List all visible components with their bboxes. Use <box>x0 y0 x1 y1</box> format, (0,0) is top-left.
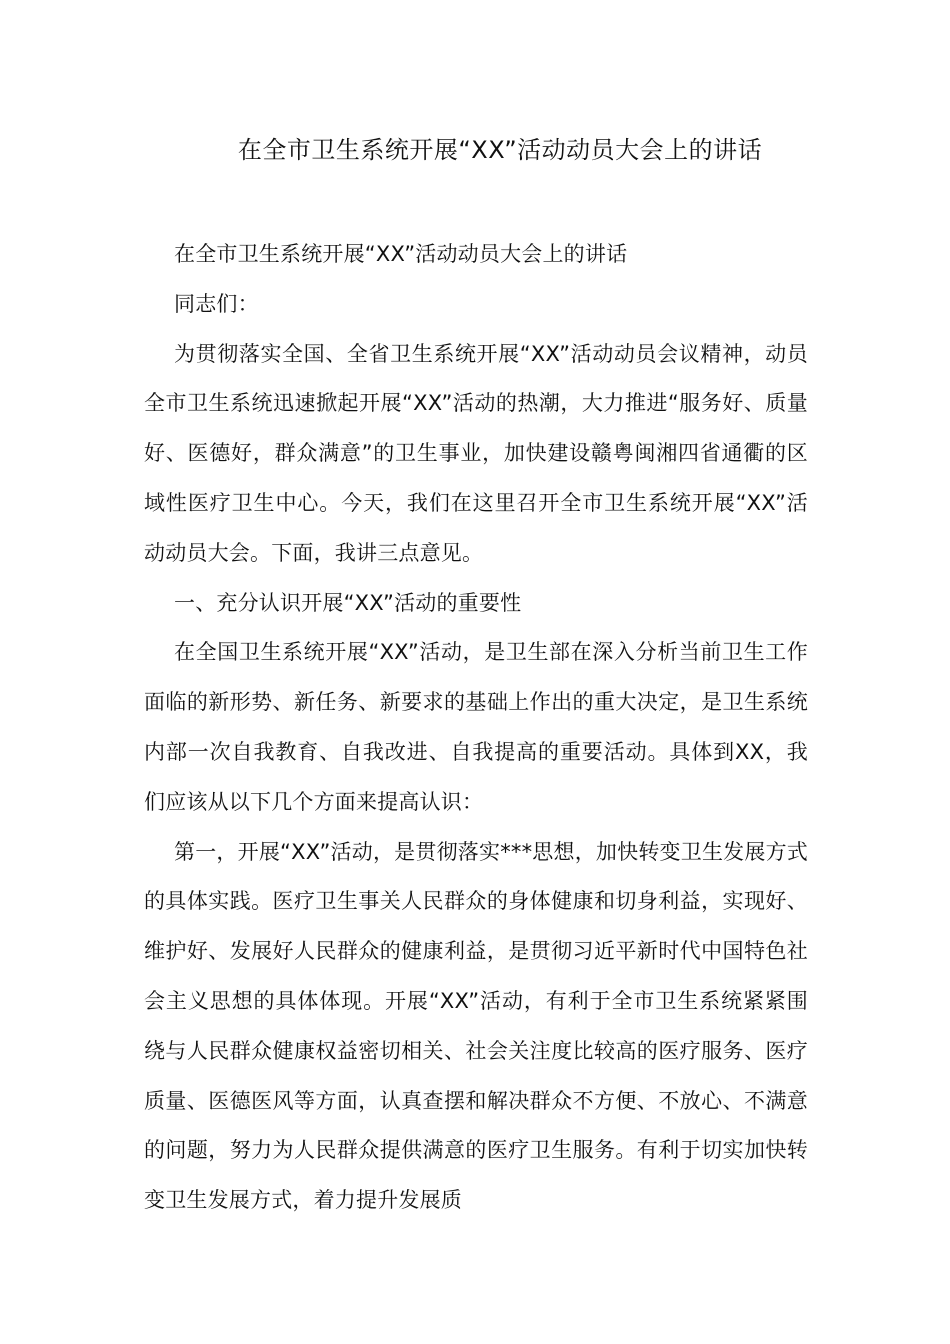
paragraph-salutation: 同志们： <box>174 291 259 316</box>
paragraph-introduction: 为贯彻落实全国、全省卫生系统开展“XX”活动动员会议精神，动员全市卫生系统迅速掀起开展“XX”活动的热潮，大力推进“服务好、质量好、医德好，群众满意”的卫生事业，加快建设赣粤闽湘四省通衢的区域性医疗卫生中心。今天，我们在这里召开全市卫生系统开展“XX”活动动员大会。下面，我讲三点意见。 <box>144 341 808 565</box>
paragraph-point-1: 第一，开展“XX”活动，是贯彻落实***思想，加快转变卫生发展方式的具体实践。医疗卫生事关人民群众的身体健康和切身利益，实现好、维护好、发展好人民群众的健康利益，是贯彻习近平新时代中国特色社会主义思想的具体体现。开展“XX”活动，有利于全市卫生系统紧紧围绕与人民群众健康权益密切相关、社会关注度比较高的医疗服务、医疗质量、医德医风等方面，认真查摆和解决群众不方便、不放心、不满意的问题，努力为人民群众提供满意的医疗卫生服务。有利于切实加快转变卫生发展方式，着力提升发展质 <box>144 839 808 1213</box>
document-title: 在全市卫生系统开展“XX”活动动员大会上的讲话 <box>237 136 763 164</box>
paragraph-section-1-intro: 在全国卫生系统开展“XX”活动，是卫生部在深入分析当前卫生工作面临的新形势、新任务、新要求的基础上作出的重大决定，是卫生系统内部一次自我教育、自我改进、自我提高的重要活动。具体到XX，我们应该从以下几个方面来提高认识： <box>144 640 808 814</box>
paragraph-repeated-title: 在全市卫生系统开展“XX”活动动员大会上的讲话 <box>174 242 628 266</box>
section-heading-1: 一、充分认识开展“XX”活动的重要性 <box>174 590 522 615</box>
document-body <box>144 230 808 1226</box>
